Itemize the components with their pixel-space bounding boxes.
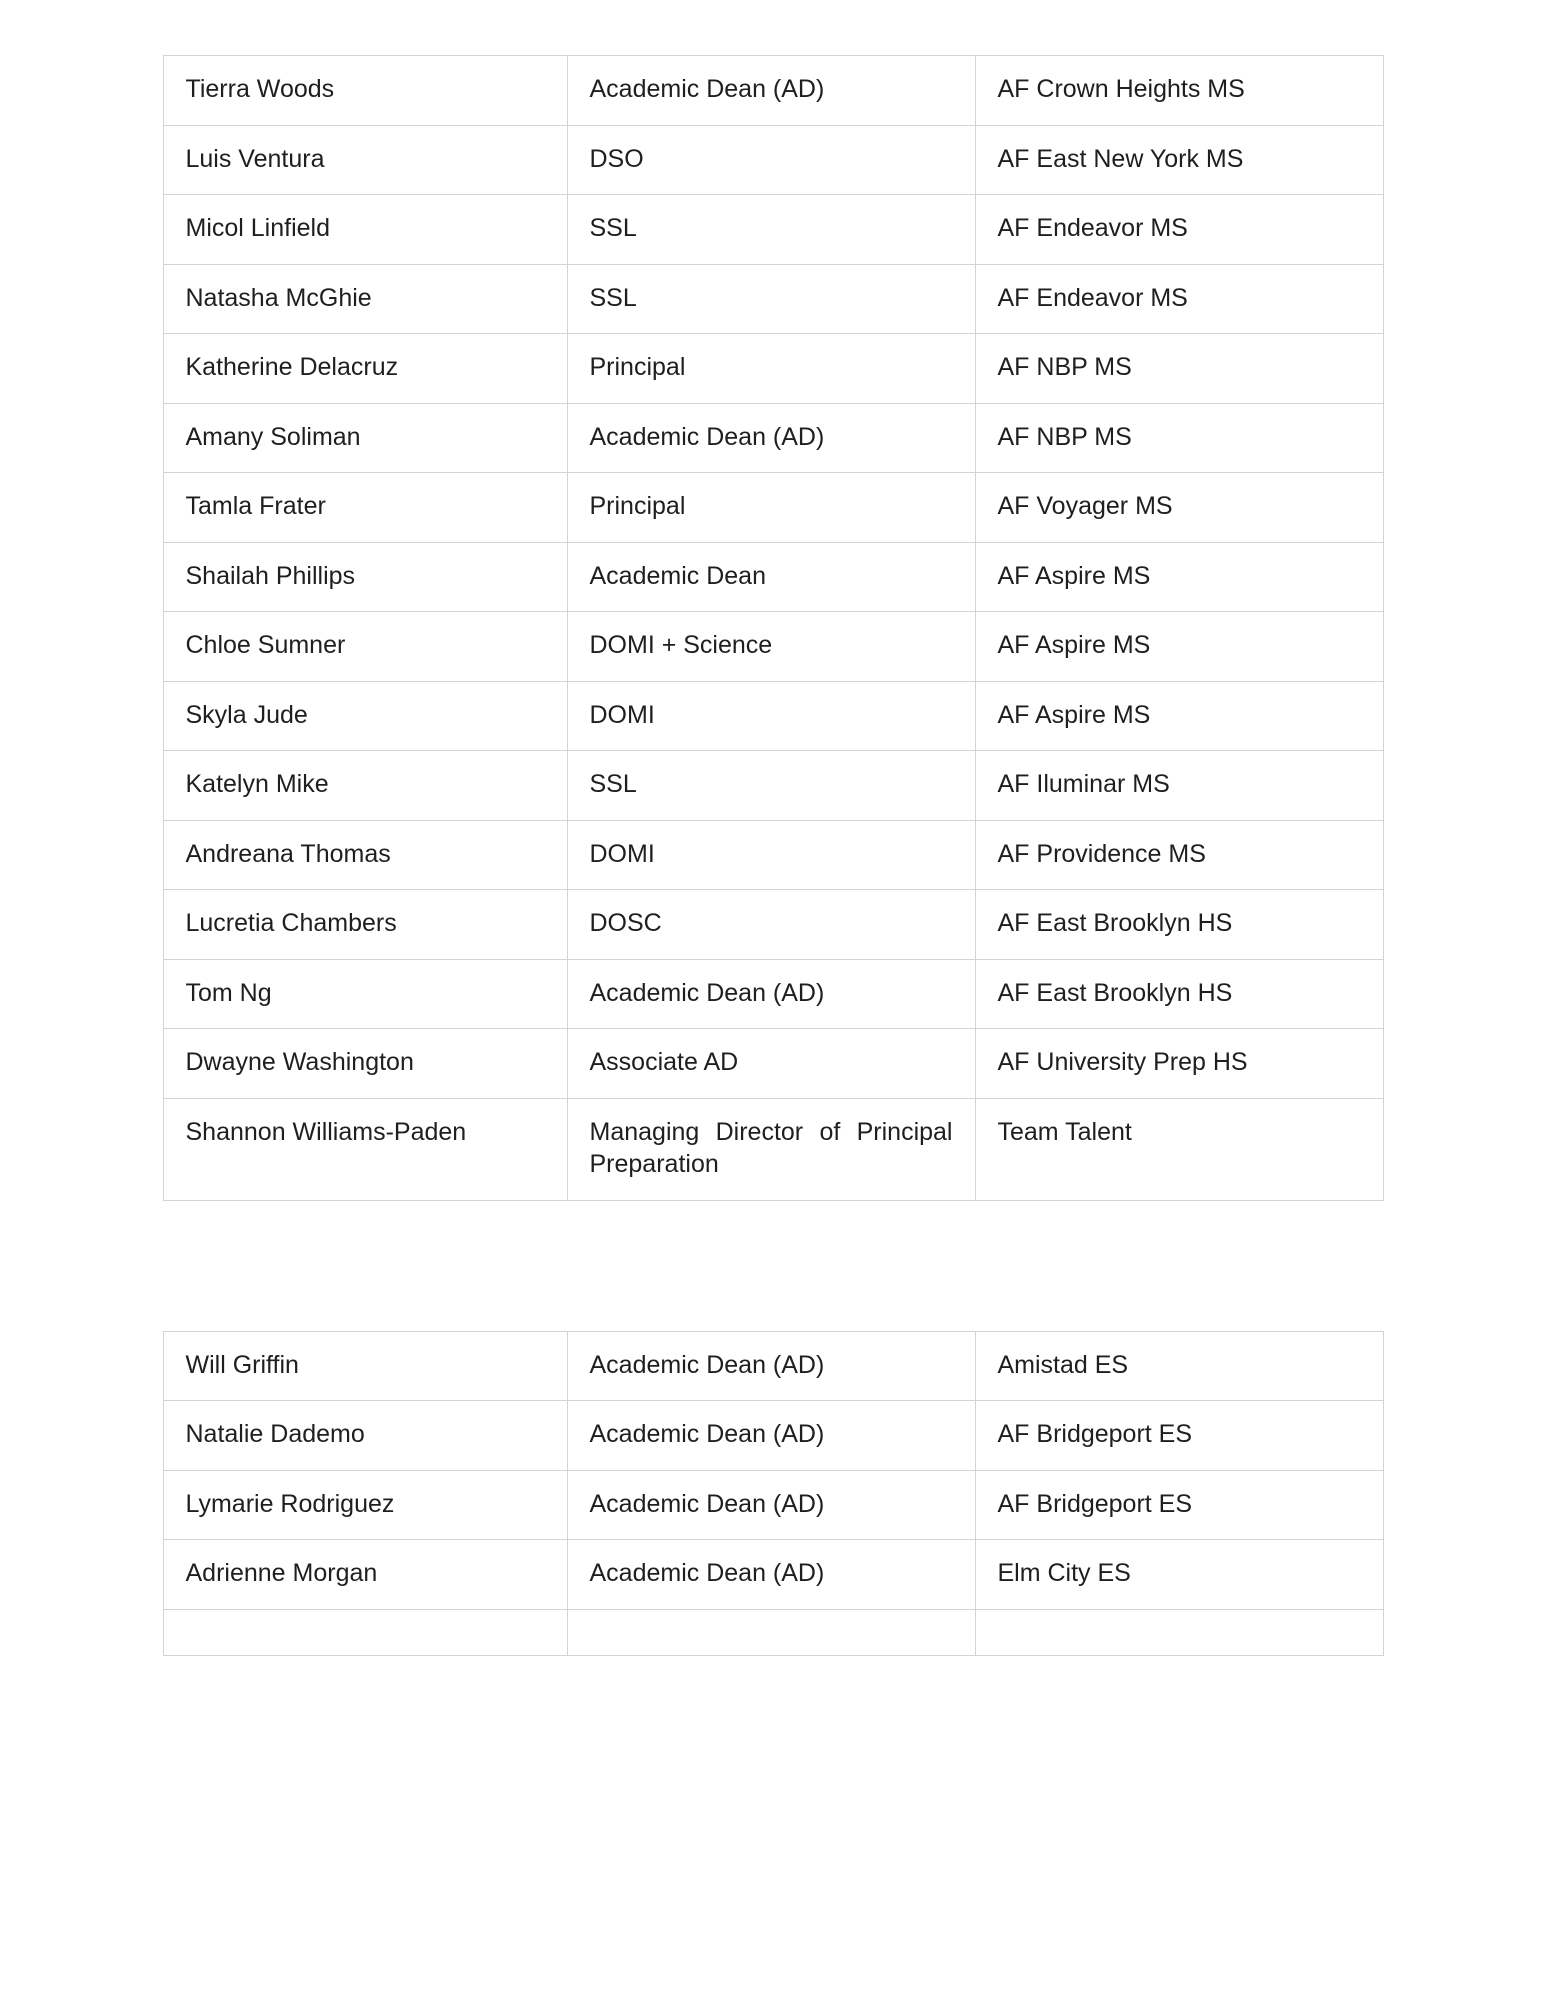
- cell-name: Adrienne Morgan: [163, 1540, 567, 1610]
- table-row: [163, 820, 1383, 890]
- cell-site: AF Iluminar MS: [975, 751, 1383, 821]
- cell-name: Andreana Thomas: [163, 820, 567, 890]
- cell-site: AF East Brooklyn HS: [975, 959, 1383, 1029]
- cell-site: AF University Prep HS: [975, 1029, 1383, 1099]
- table-body-2: [163, 1331, 1383, 1655]
- cell-site: Team Talent: [975, 1098, 1383, 1200]
- table-section-1: [163, 0, 1383, 1201]
- table-row: [163, 1470, 1383, 1540]
- table-row: [163, 195, 1383, 265]
- cell-name: Micol Linfield: [163, 195, 567, 265]
- table-row: [163, 751, 1383, 821]
- cell-site: [975, 1609, 1383, 1655]
- cell-site: AF Bridgeport ES: [975, 1470, 1383, 1540]
- cell-site: AF Aspire MS: [975, 681, 1383, 751]
- cell-name: Tierra Woods: [163, 56, 567, 126]
- cell-role: DOSC: [567, 890, 975, 960]
- cell-role: Academic Dean (AD): [567, 1331, 975, 1401]
- cell-role: DOMI + Science: [567, 612, 975, 682]
- cell-name: Tom Ng: [163, 959, 567, 1029]
- cell-name: Natasha McGhie: [163, 264, 567, 334]
- table-row: [163, 1098, 1383, 1200]
- cell-site: AF NBP MS: [975, 334, 1383, 404]
- cell-name: Shannon Williams-Paden: [163, 1098, 567, 1200]
- table-body-1: [163, 56, 1383, 1201]
- cell-role: Academic Dean (AD): [567, 1540, 975, 1610]
- table-row: [163, 890, 1383, 960]
- cell-site: Amistad ES: [975, 1331, 1383, 1401]
- table-row: [163, 959, 1383, 1029]
- cell-role: SSL: [567, 751, 975, 821]
- table-row: [163, 1609, 1383, 1655]
- table-row: [163, 56, 1383, 126]
- cell-role: DOMI: [567, 820, 975, 890]
- elementary-school-staff-table: [163, 1331, 1384, 1656]
- table-row: [163, 542, 1383, 612]
- cell-role: [567, 1609, 975, 1655]
- cell-role: Managing Director of Principal Preparation: [567, 1098, 975, 1200]
- table-row: [163, 334, 1383, 404]
- cell-role: Academic Dean (AD): [567, 56, 975, 126]
- cell-site: AF Crown Heights MS: [975, 56, 1383, 126]
- cell-name: Chloe Sumner: [163, 612, 567, 682]
- cell-site: AF Bridgeport ES: [975, 1401, 1383, 1471]
- cell-name: Dwayne Washington: [163, 1029, 567, 1099]
- cell-role: Principal: [567, 334, 975, 404]
- table-row: [163, 403, 1383, 473]
- cell-role: Principal: [567, 473, 975, 543]
- table-row: [163, 681, 1383, 751]
- cell-name: Katelyn Mike: [163, 751, 567, 821]
- table-row: [163, 473, 1383, 543]
- table-row: [163, 1540, 1383, 1610]
- table-row: [163, 125, 1383, 195]
- cell-role: Academic Dean: [567, 542, 975, 612]
- cell-role: DOMI: [567, 681, 975, 751]
- cell-site: AF Aspire MS: [975, 542, 1383, 612]
- cell-name: Katherine Delacruz: [163, 334, 567, 404]
- cell-role: Academic Dean (AD): [567, 959, 975, 1029]
- cell-name: Shailah Phillips: [163, 542, 567, 612]
- table-row: [163, 1401, 1383, 1471]
- middle-school-staff-table: [163, 55, 1384, 1201]
- cell-name: Skyla Jude: [163, 681, 567, 751]
- cell-site: Elm City ES: [975, 1540, 1383, 1610]
- table-row: [163, 1331, 1383, 1401]
- cell-site: AF Endeavor MS: [975, 264, 1383, 334]
- cell-role: SSL: [567, 264, 975, 334]
- cell-name: Lymarie Rodriguez: [163, 1470, 567, 1540]
- cell-site: AF NBP MS: [975, 403, 1383, 473]
- cell-name: Will Griffin: [163, 1331, 567, 1401]
- cell-site: AF East Brooklyn HS: [975, 890, 1383, 960]
- cell-name: [163, 1609, 567, 1655]
- cell-site: AF Voyager MS: [975, 473, 1383, 543]
- table-section-2: [163, 1201, 1383, 1656]
- cell-name: Lucretia Chambers: [163, 890, 567, 960]
- cell-name: Natalie Dademo: [163, 1401, 567, 1471]
- cell-site: AF Providence MS: [975, 820, 1383, 890]
- cell-name: Luis Ventura: [163, 125, 567, 195]
- table-row: [163, 264, 1383, 334]
- cell-role: Academic Dean (AD): [567, 1401, 975, 1471]
- cell-site: AF Aspire MS: [975, 612, 1383, 682]
- table-row: [163, 1029, 1383, 1099]
- cell-role: DSO: [567, 125, 975, 195]
- cell-name: Amany Soliman: [163, 403, 567, 473]
- cell-site: AF East New York MS: [975, 125, 1383, 195]
- table-row: [163, 612, 1383, 682]
- cell-site: AF Endeavor MS: [975, 195, 1383, 265]
- cell-role: Academic Dean (AD): [567, 1470, 975, 1540]
- cell-role: Academic Dean (AD): [567, 403, 975, 473]
- cell-role: SSL: [567, 195, 975, 265]
- cell-name: Tamla Frater: [163, 473, 567, 543]
- cell-role: Associate AD: [567, 1029, 975, 1099]
